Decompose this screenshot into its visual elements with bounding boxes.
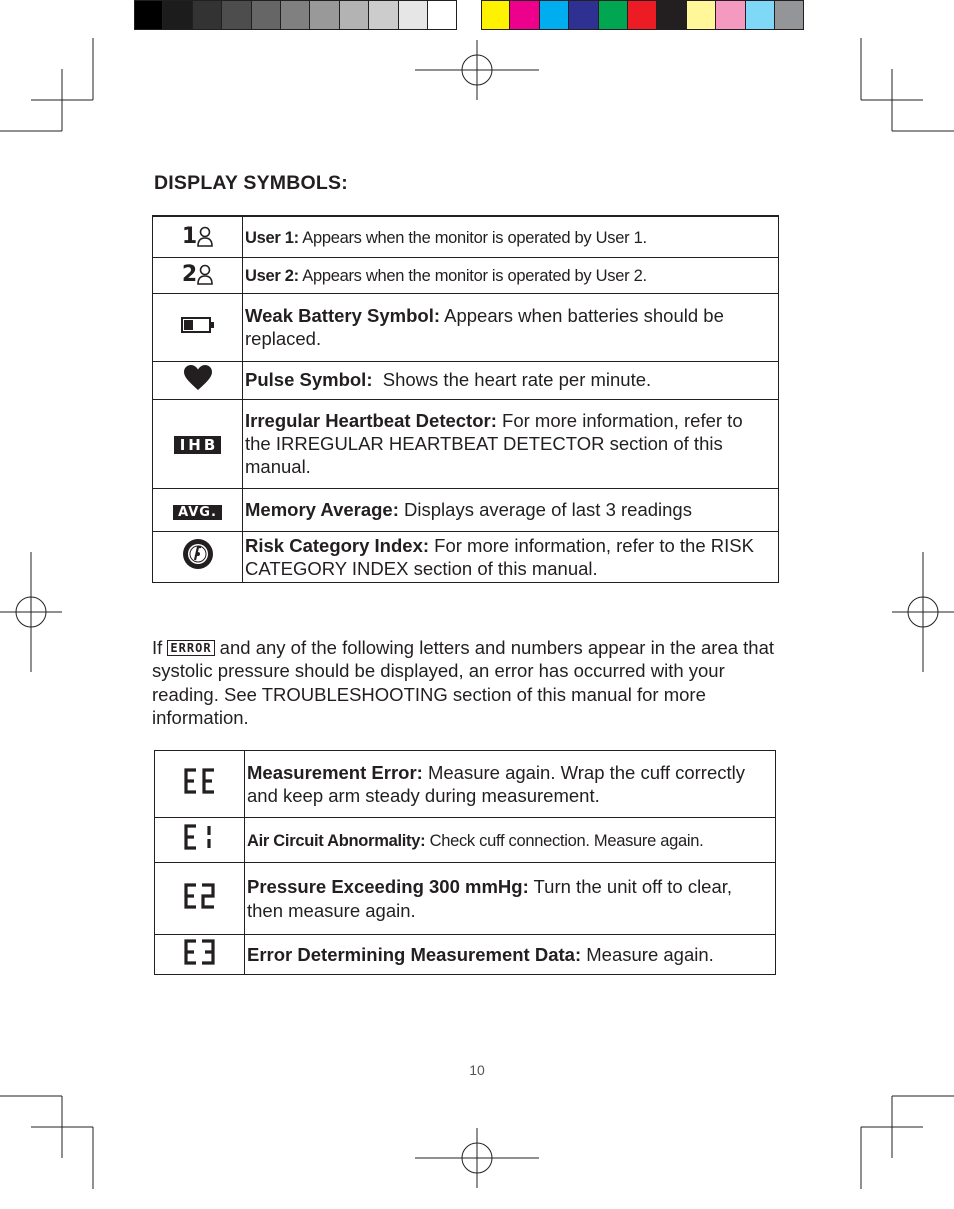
table-row: Air Circuit Abnormality: Check cuff connection. Measure again. (155, 818, 776, 863)
error-badge: ERROR (167, 640, 214, 656)
table-row: IHB Irregular Heartbeat Detector: For more information, refer to the IRREGULAR HEARTBEAT DETECTOR section of this manual. (153, 399, 779, 488)
table-row: Measurement Error: Measure again. Wrap the cuff correctly and keep arm steady during measurement. (155, 751, 776, 818)
error-paragraph: If ERROR and any of the following letters and numbers appear in the area that systolic pressure should be displayed, an error has occurred with your reading. See TROUBLESHOOTING section of this manual for more information. (152, 637, 775, 729)
error-code-icon (183, 824, 217, 850)
error-code-icon (183, 939, 217, 965)
table-row: Weak Battery Symbol: Appears when batteries should be replaced. (153, 293, 779, 361)
risk-index-icon (181, 537, 215, 571)
display-symbols-table (152, 215, 779, 583)
table-row: Error Determining Measurement Data: Measure again. (155, 935, 776, 975)
avg-icon: AVG. (173, 505, 222, 520)
user-1-icon: 1 (182, 223, 213, 251)
error-code-e1 (155, 818, 245, 863)
table-row: AVG. Memory Average: Displays average of last 3 readings (153, 488, 779, 531)
heart-icon (183, 364, 213, 391)
table-row: 1 User 1: Appears when the monitor is operated by User 1. (153, 216, 779, 257)
section-heading: DISPLAY SYMBOLS: (154, 172, 348, 194)
table-row: Pressure Exceeding 300 mmHg: Turn the unit off to clear, then measure again. (155, 863, 776, 935)
error-code-icon (183, 883, 217, 909)
table-row: Risk Category Index: For more information, refer to the RISK CATEGORY INDEX section of this manual. (153, 531, 779, 582)
error-code-icon (183, 768, 217, 794)
ihb-icon: IHB (174, 436, 222, 454)
page-number: 10 (469, 1062, 485, 1078)
error-code-ee (155, 751, 245, 818)
table-row: 2 User 2: Appears when the monitor is operated by User 2. (153, 257, 779, 293)
error-codes-table (154, 750, 776, 975)
user-2-icon: 2 (182, 261, 213, 289)
weak-battery-icon (181, 317, 215, 333)
error-code-e2 (155, 863, 245, 935)
error-code-e3 (155, 935, 245, 975)
table-row: Pulse Symbol: Shows the heart rate per minute. (153, 361, 779, 399)
